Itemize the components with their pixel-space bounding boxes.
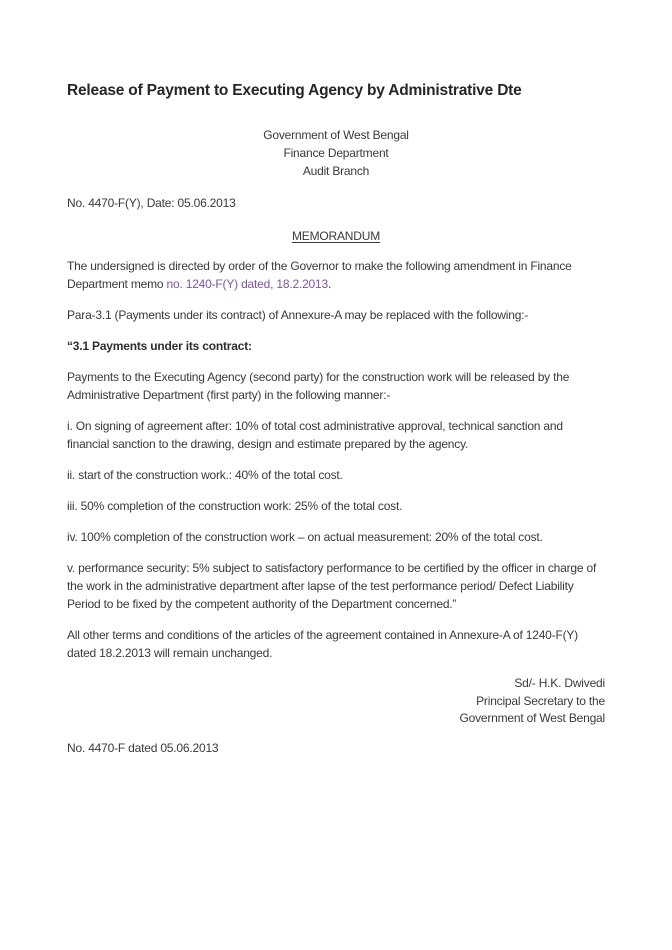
list-item-ii: ii. start of the construction work.: 40% of the total cost. <box>67 468 343 482</box>
memorandum-heading: MEMORANDUM <box>292 229 380 243</box>
paragraph-intro-period: . <box>327 277 332 291</box>
page-title: Release of Payment to Executing Agency by Administrative Dte <box>67 82 522 99</box>
memo-reference-link[interactable]: no. 1240-F(Y) dated, 18.2.2013 <box>166 277 328 291</box>
paragraph-closing: All other terms and conditions of the articles of the agreement contained in Annexure-A of 1240-F(Y) dated 18.2.2013 will remain unchanged. <box>67 628 578 660</box>
list-item-iii: iii. 50% completion of the construction work: 25% of the total cost. <box>67 499 403 513</box>
org-line-branch: Audit Branch <box>302 164 370 178</box>
list-item-iv: iv. 100% completion of the construction work – on actual measurement: 20% of the total cost. <box>67 530 543 544</box>
list-item-i: i. On signing of agreement after: 10% of total cost administrative approval, technical sanction and financial sanction to the drawing, design and estimate prepared by the agency. <box>67 419 563 451</box>
org-line-department: Finance Department <box>283 146 389 160</box>
signature-org: Government of West Bengal <box>459 711 605 725</box>
clause-heading: “3.1 Payments under its contract: <box>67 339 252 353</box>
list-item-v: v. performance security: 5% subject to satisfactory performance to be certified by the officer in charge of the work in the administrative department after lapse of the test performance period/ Defect Liability Period to be fixed by the competent authority of the Department concerned.” <box>67 561 597 611</box>
paragraph-intro-text: The undersigned is directed by order of the Governor to make the following amendment in Finance Department memo <box>67 259 572 291</box>
signature-designation: Principal Secretary to the <box>476 693 605 708</box>
paragraph-replace: Para-3.1 (Payments under its contract) of Annexure-A may be replaced with the following:- <box>67 308 529 322</box>
footer-memo-number: No. 4470-F dated 05.06.2013 <box>67 740 219 755</box>
signature-name: Sd/- H.K. Dwivedi <box>514 676 605 690</box>
paragraph-intro <box>67 257 605 293</box>
org-line-government: Government of West Bengal <box>263 128 409 142</box>
memo-number-date: No. 4470-F(Y), Date: 05.06.2013 <box>67 196 236 210</box>
org-header <box>67 126 605 180</box>
paragraph-payments: Payments to the Executing Agency (second party) for the construction work will be released by the Administrative Department (first party) in the following manner:- <box>67 370 570 402</box>
signature-block <box>67 675 605 728</box>
